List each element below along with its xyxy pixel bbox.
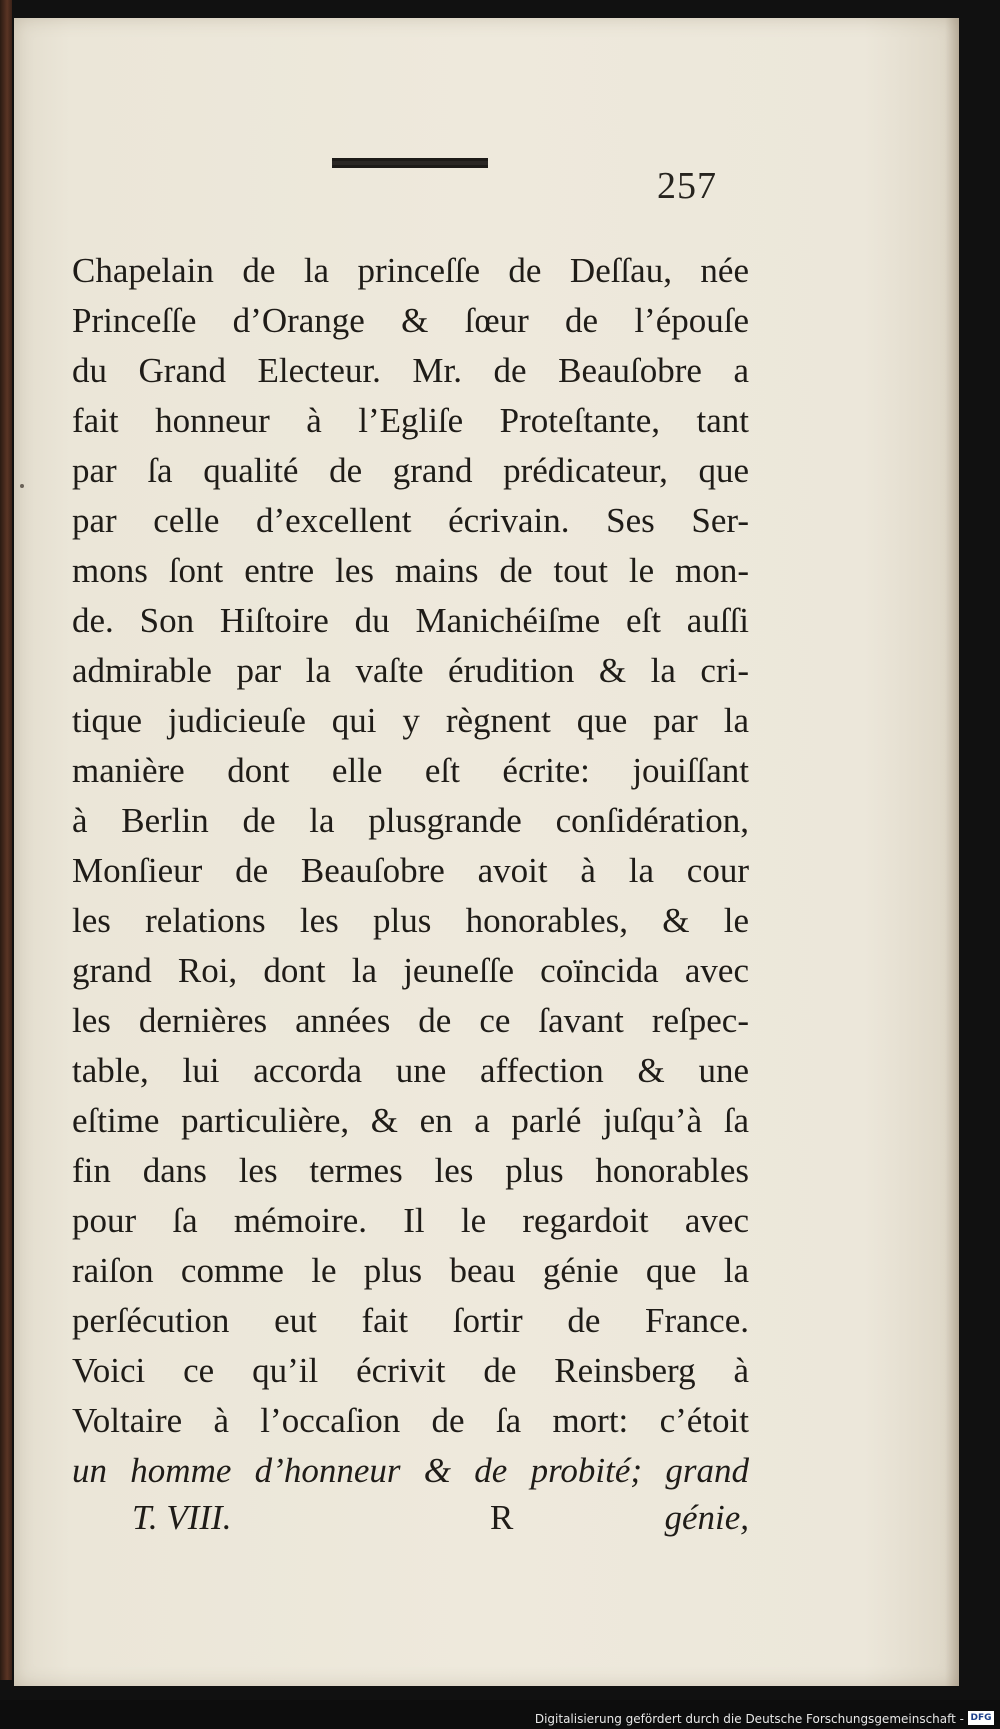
text-line-3: du Grand Electeur. Mr. de Beauſobre a bbox=[72, 351, 749, 390]
text-line-1: Chapelain de la princeſſe de Deſſau, née bbox=[72, 251, 749, 290]
page-edge bbox=[945, 18, 959, 1686]
text-line-25: un homme d’honneur & de probité; grand bbox=[72, 1451, 749, 1490]
gathering-signature: R bbox=[490, 1498, 514, 1537]
text-line-8: de. Son Hiſtoire du Manichéiſme eſt auſſi bbox=[72, 601, 749, 640]
volume-signature: T. VIII. bbox=[132, 1498, 232, 1537]
book-page bbox=[14, 18, 959, 1686]
text-line-16: les dernières années de ce ſavant reſpec- bbox=[72, 1001, 749, 1040]
text-line-12: à Berlin de la plusgrande conſidération, bbox=[72, 801, 749, 840]
dfg-logo-icon: DFG bbox=[968, 1711, 994, 1725]
text-line-17: table, lui accorda une affection & une bbox=[72, 1051, 749, 1090]
text-line-20: pour ſa mémoire. Il le regardoit avec bbox=[72, 1201, 749, 1240]
catchword: génie, bbox=[664, 1498, 749, 1537]
text-line-24: Voltaire à l’occaſion de ſa mort: c’étoit bbox=[72, 1401, 749, 1440]
text-line-21: raiſon comme le plus beau génie que la bbox=[72, 1251, 749, 1290]
text-line-6: par celle d’excellent écrivain. Ses Ser- bbox=[72, 501, 749, 540]
page-speck bbox=[20, 484, 24, 488]
text-line-22: perſécution eut fait ſortir de France. bbox=[72, 1301, 749, 1340]
body-text bbox=[72, 246, 749, 1496]
text-line-18: eſtime particulière, & en a parlé juſqu’à ſa bbox=[72, 1101, 749, 1140]
header-ornament-rule bbox=[332, 158, 488, 168]
text-line-7: mons ſont entre les mains de tout le mon- bbox=[72, 551, 749, 590]
page-footer bbox=[72, 1493, 749, 1543]
text-line-23: Voici ce qu’il écrivit de Reinsberg à bbox=[72, 1351, 749, 1390]
text-line-11: manière dont elle eſt écrite: jouiſſant bbox=[72, 751, 749, 790]
text-line-5: par ſa qualité de grand prédicateur, que bbox=[72, 451, 749, 490]
text-line-13: Monſieur de Beauſobre avoit à la cour bbox=[72, 851, 749, 890]
book-spine bbox=[0, 0, 12, 1680]
text-line-2: Princeſſe d’Orange & ſœur de l’épouſe bbox=[72, 301, 749, 340]
digitization-credit: Digitalisierung gefördert durch die Deutsche Forschungsgemeinschaft - bbox=[534, 1712, 964, 1726]
text-line-14: les relations les plus honorables, & le bbox=[72, 901, 749, 940]
text-line-10: tique judicieuſe qui y règnent que par la bbox=[72, 701, 749, 740]
text-line-19: fin dans les termes les plus honorables bbox=[72, 1151, 749, 1190]
text-line-9: admirable par la vaſte érudition & la cri- bbox=[72, 651, 749, 690]
text-line-15: grand Roi, dont la jeuneſſe coïncida avec bbox=[72, 951, 749, 990]
text-line-4: fait honneur à l’Egliſe Proteſtante, tant bbox=[72, 401, 749, 440]
page-number: 257 bbox=[657, 165, 717, 207]
